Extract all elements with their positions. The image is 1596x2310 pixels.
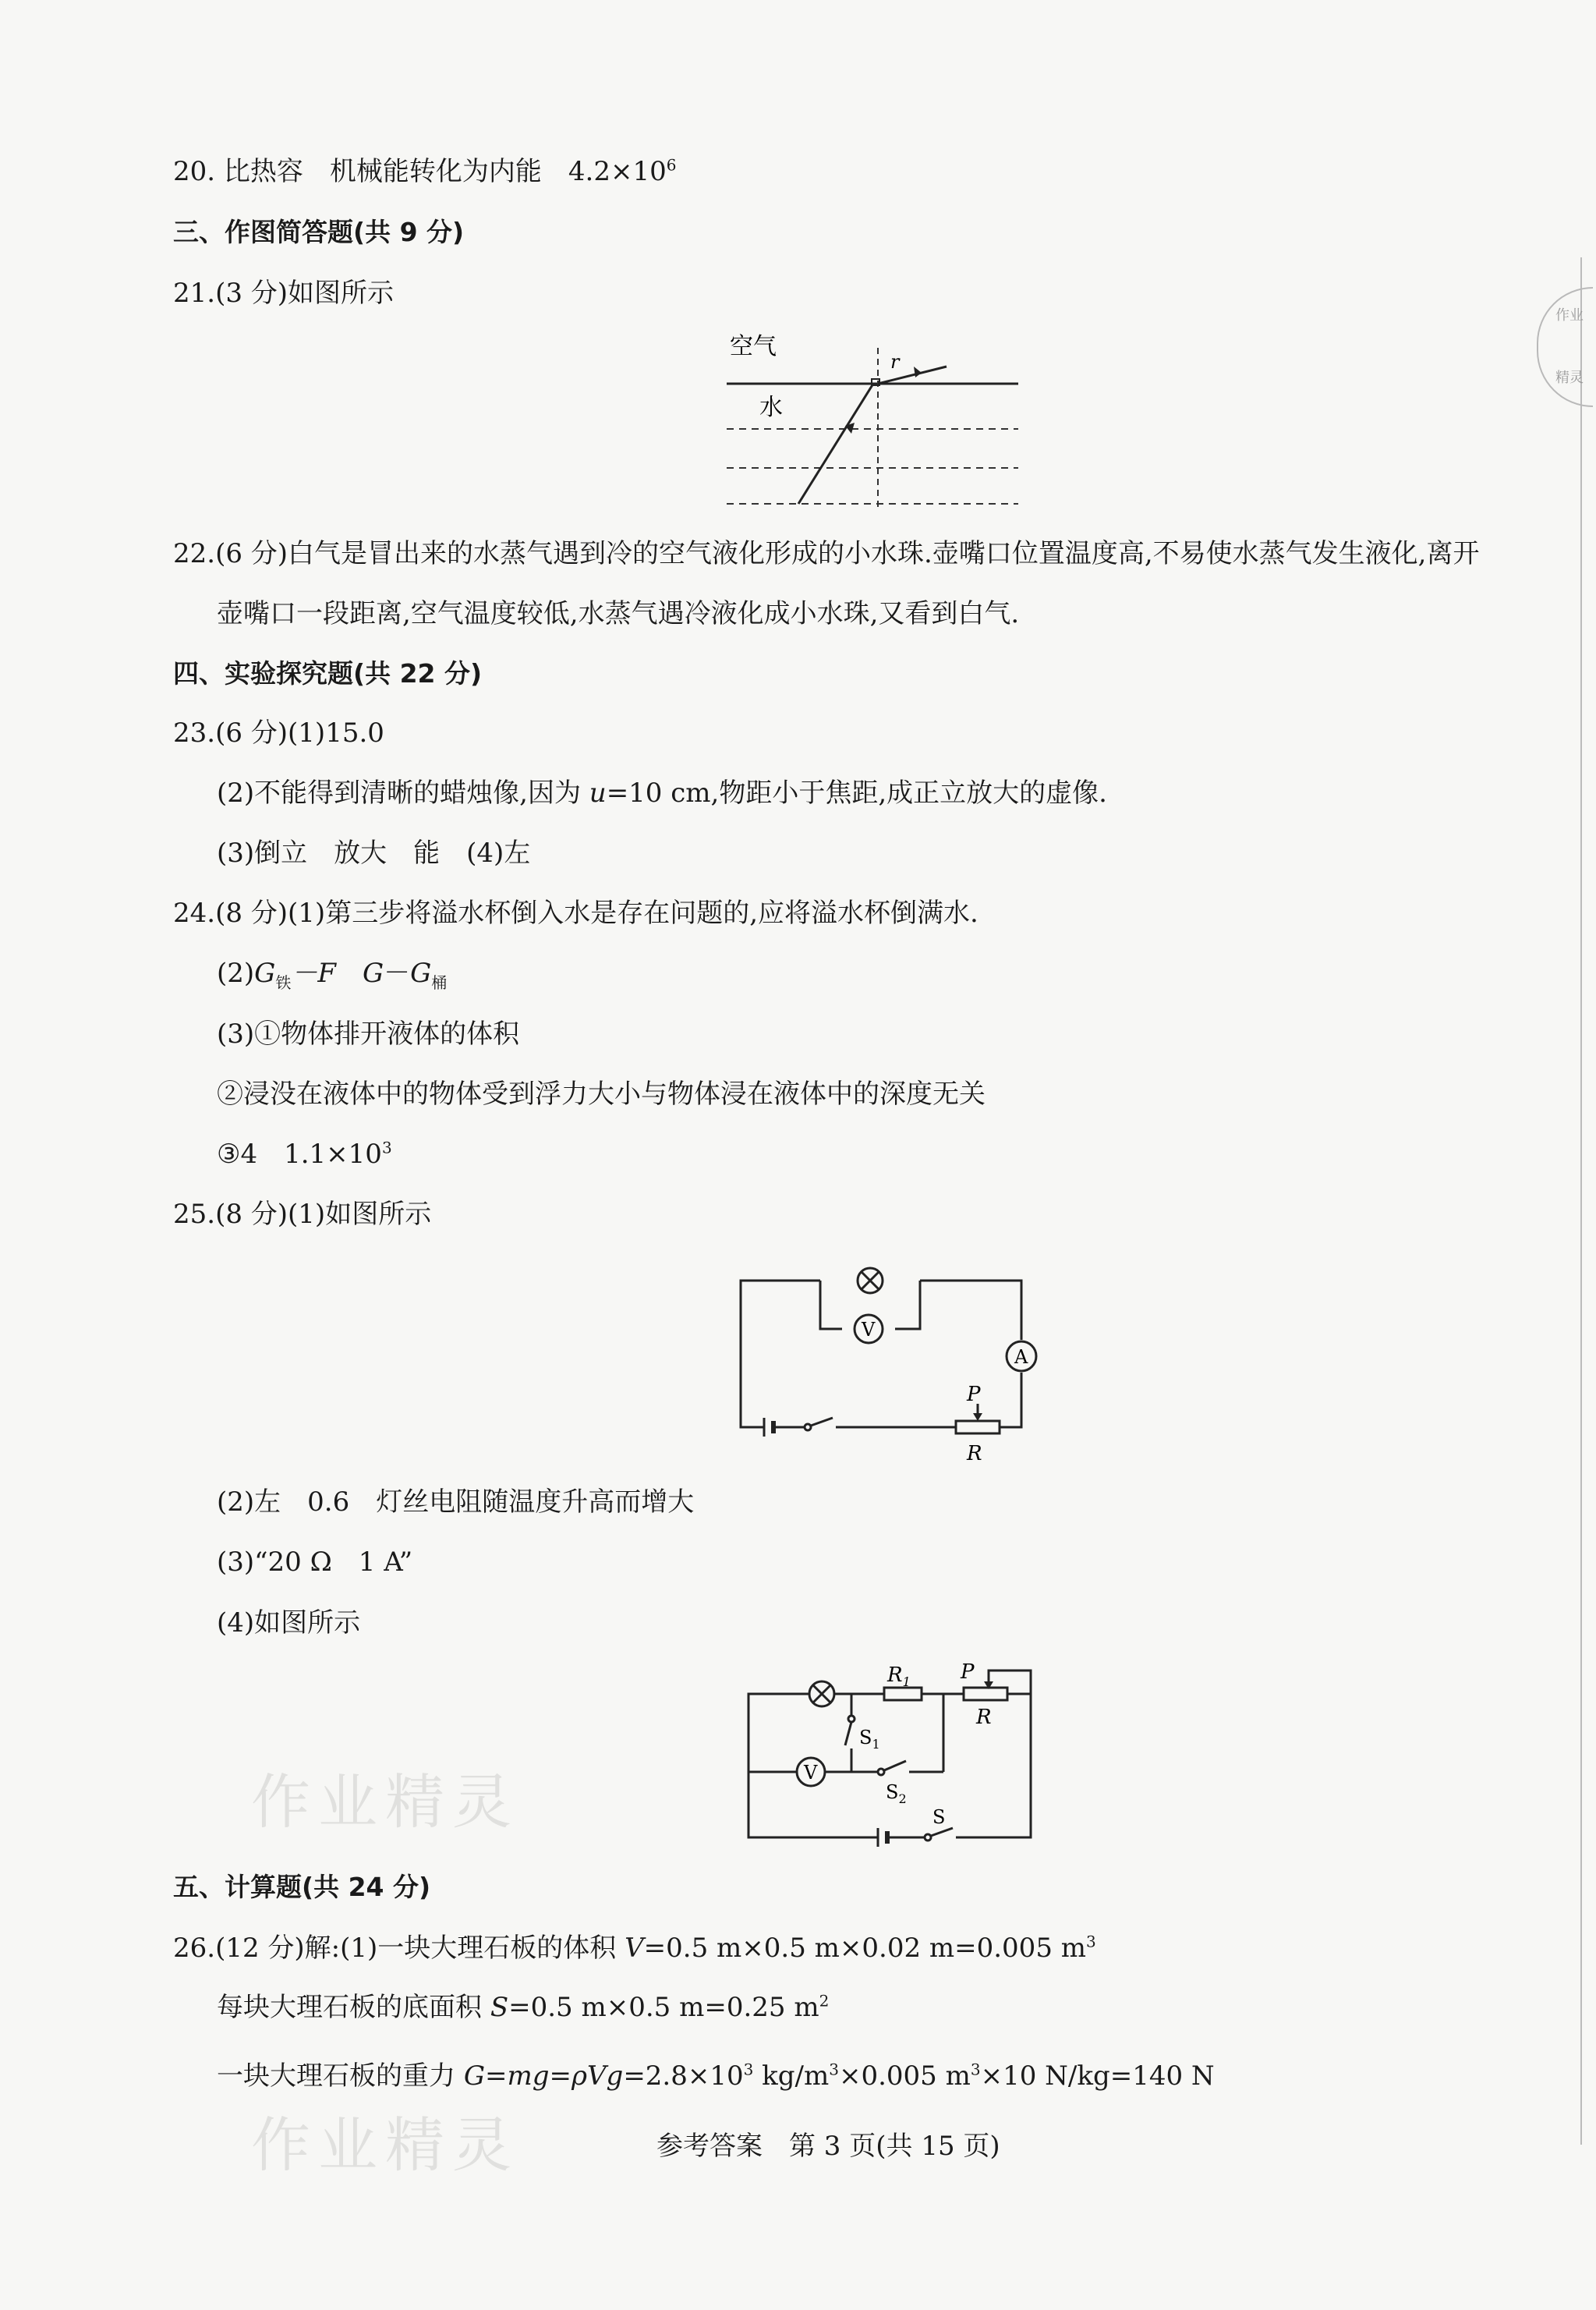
q25-4: (4)如图所示 — [217, 1607, 361, 1639]
q25-1: 25.(8 分)(1)如图所示 — [173, 1199, 432, 1230]
arrow — [914, 367, 922, 377]
q25-3: (3)“20 Ω 1 A” — [217, 1546, 413, 1578]
circuit-figure-2 — [741, 1661, 1053, 1848]
q24-5: ③4 $1.1\times 10^3$ — [217, 1138, 392, 1170]
svg-text:R: R — [976, 1706, 992, 1729]
refracted-ray — [878, 367, 947, 384]
svg-text:V: V — [862, 1319, 876, 1341]
q23-1: 23.(6 分)(1)15.0 — [173, 717, 384, 749]
angle-label: r — [890, 351, 900, 373]
q26-1: 26.(12 分)解:(1)一块大理石板的体积 V=0.5 m×0.5 m×0.02 m=0.005 $m^3$ — [173, 1932, 1096, 1964]
section5-heading: 五、计算题(共 24 分) — [173, 1872, 431, 1902]
svg-text:R1: $R_1$ — [887, 1663, 911, 1689]
q24-1: 24.(8 分)(1)第三步将溢水杯倒入水是存在问题的,应将溢水杯倒满水. — [173, 898, 978, 929]
circuit-figure-1 — [733, 1256, 1053, 1466]
q24-4: ②浸没在液体中的物体受到浮力大小与物体浸在液体中的深度无关 — [217, 1079, 986, 1110]
water-label: 水 — [759, 394, 783, 421]
q26-3: 一块大理石板的重力 $G=mg=\rho Vg=2.8\times 10^3$ $kg/m^3\times 0.005$ $m^3\times 10$ N/kg=140 N — [217, 2060, 1215, 2092]
q26-2: 每块大理石板的底面积 S=0.5 m×0.5 m=0.25 $m^2$ — [217, 1991, 830, 2023]
incident-ray — [798, 384, 873, 504]
q22-line2: 壶嘴口一段距离,空气温度较低,水蒸气遇冷液化成小水珠,又看到白气. — [217, 598, 1020, 629]
q23-3: (3)倒立 放大 能 (4)左 — [217, 838, 531, 869]
svg-text:A: A — [1014, 1346, 1028, 1368]
svg-text:V: V — [804, 1762, 818, 1784]
stamp: 作业 精灵 — [1537, 287, 1593, 407]
q23-2: (2)不能得到清晰的蜡烛像,因为 u=10 cm,物距小于焦距,成正立放大的虚像. — [217, 778, 1107, 809]
page-footer: 参考答案 第 3 页(共 15 页) — [656, 2131, 1000, 2162]
air-label: 空气 — [730, 333, 777, 360]
watermark: 作业精灵 — [251, 1767, 519, 1837]
q24-2: $(2)G_铁-F$ $G-G_桶$ — [217, 958, 448, 992]
q20: 20. 比热容 机械能转化为内能 $4.2\times 10^6$ — [173, 155, 677, 187]
svg-text:S: S — [932, 1806, 946, 1828]
q25-2: (2)左 0.6 灯丝电阻随温度升高而增大 — [217, 1486, 695, 1518]
q22-line1: 22.(6 分)白气是冒出来的水蒸气遇到冷的空气液化形成的小水珠.壶嘴口位置温度高,不易使水蒸气发生液化,离开 — [173, 538, 1480, 569]
binding-edge — [1580, 257, 1596, 2145]
q21: 21.(3 分)如图所示 — [173, 278, 395, 309]
svg-text:S1: $S_1$ — [859, 1727, 880, 1752]
svg-text:P: P — [967, 1383, 981, 1406]
svg-text:S2: $S_2$ — [886, 1781, 907, 1806]
svg-text:R: R — [967, 1442, 982, 1465]
q24-3: (3)①物体排开液体的体积 — [217, 1019, 520, 1050]
svg-text:P: P — [961, 1661, 975, 1684]
watermark: 作业精灵 — [251, 2110, 519, 2180]
section4-heading: 四、实验探究题(共 22 分) — [173, 658, 483, 689]
refraction-figure — [717, 328, 1029, 515]
section3-heading: 三、作图简答题(共 9 分) — [173, 217, 465, 247]
